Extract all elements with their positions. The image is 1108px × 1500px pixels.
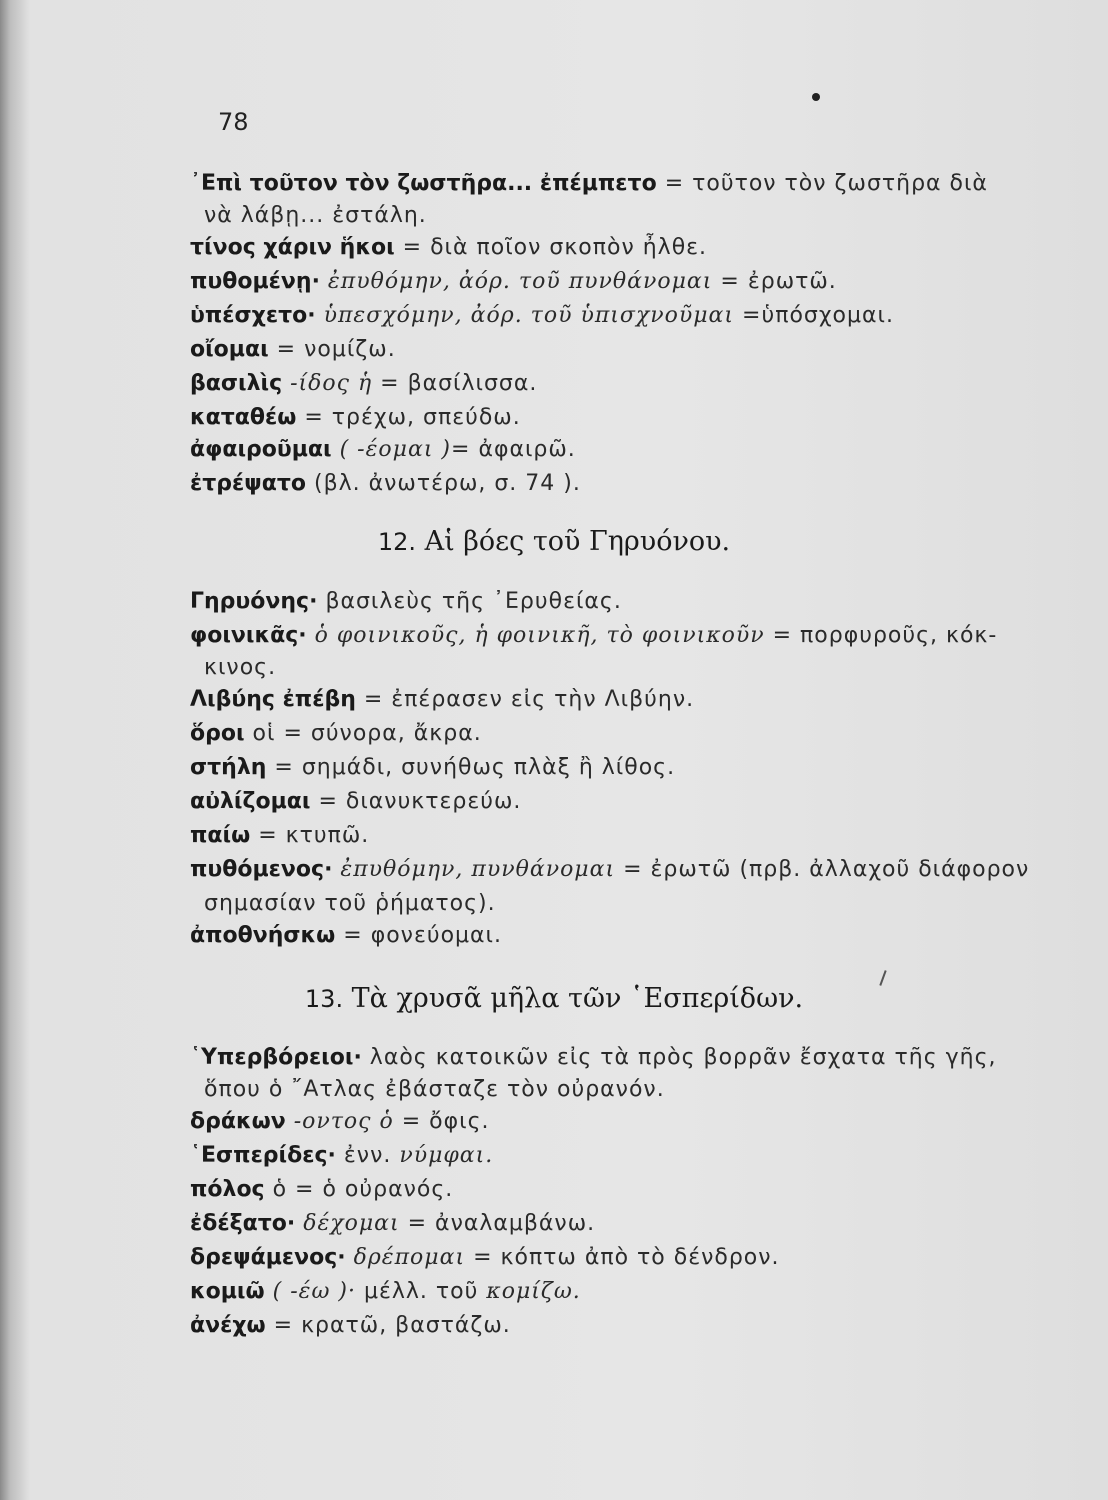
entry-term: δράκων <box>190 1109 286 1134</box>
entry-definition: = φονεύομαι. <box>335 923 502 948</box>
entry-italic: δρέπομαι <box>345 1245 466 1270</box>
entry-term: ῾Υπερβόρειοι· <box>190 1045 362 1070</box>
entry-definition: κινος. <box>204 655 277 680</box>
entry-definition: = ὄφις. <box>393 1109 490 1134</box>
entry-line <box>190 818 369 852</box>
entry-definition: ὅπου ὁ ῎Ατλας ἐβάσταζε τὸν οὐρανόν. <box>204 1077 665 1102</box>
entry-term: κομιῶ <box>190 1279 265 1304</box>
entry-italic: ὁ φοινικοῦς, ἡ φοινικῆ, τὸ φοινικοῦν <box>306 623 765 648</box>
entry-term: πυθόμενος· <box>190 857 333 882</box>
entry-term: ᾿Επὶ τοῦτον τὸν ζωστῆρα... ἐπέμπετο <box>190 171 657 196</box>
entry-definition: (βλ. ἀνωτέρω, σ. 74 ). <box>306 471 581 496</box>
entry-term: καταθέω <box>190 405 297 430</box>
entry-italic: δέχομαι <box>295 1211 400 1236</box>
entry-line <box>190 1172 453 1206</box>
entry-definition: σημασίαν τοῦ ῥήματος). <box>204 891 496 916</box>
entry-definition: = σημάδι, συνήθως πλὰξ ἢ λίθος. <box>266 755 676 780</box>
entry-line <box>190 1040 997 1074</box>
entry-definition: = διὰ ποῖον σκοπὸν ἦλθε. <box>394 235 708 260</box>
entry-line <box>190 466 581 500</box>
entry-line <box>190 784 521 818</box>
entry-line <box>190 618 997 652</box>
entry-definition: =ὑπόσχομαι. <box>734 303 894 328</box>
entry-italic: -ίδος ἡ <box>282 371 373 396</box>
entry-italic: νύμφαι. <box>391 1143 494 1168</box>
entry-line <box>190 230 707 264</box>
entry-line <box>190 332 396 366</box>
entry-term: ἀποθνήσκω <box>190 923 336 948</box>
entry-line <box>190 1104 490 1138</box>
entry-term: αὐλίζομαι <box>190 789 311 814</box>
section-number: 13. <box>304 985 344 1013</box>
entry-term: ἐδέξατο· <box>190 1211 296 1236</box>
entry-line <box>190 166 988 200</box>
entry-line <box>190 716 482 750</box>
entry-definition: ὁ = ὁ οὐρανός. <box>264 1177 454 1202</box>
ink-dot <box>812 93 820 101</box>
page-number: 78 <box>218 108 249 136</box>
entry-line <box>190 432 576 466</box>
entry-italic: ὑπεσχόμην, ἀόρ. τοῦ ὑπισχνοῦμαι <box>315 303 735 328</box>
entry-term: τίνος χάριν ἥκοι <box>190 235 395 260</box>
entry-line <box>190 682 694 716</box>
entry-definition: = διανυκτερεύω. <box>310 789 522 814</box>
entry-term: ὑπέσχετο· <box>190 303 316 328</box>
entry-line <box>190 918 502 952</box>
entry-term: ὅροι <box>190 721 245 746</box>
entry-italic: -οντος ὁ <box>285 1109 394 1134</box>
entry-definition: = τρέχω, σπεύδω. <box>296 405 521 430</box>
entry-definition: = πορφυροῦς, κόκ- <box>764 623 998 648</box>
entry-definition: = κρατῶ, βαστάζω. <box>265 1313 511 1338</box>
entry-term: ἀφαιροῦμαι <box>190 437 332 462</box>
entry-line <box>190 1138 493 1172</box>
entry-line <box>204 650 276 684</box>
entry-term: ἐτρέψατο <box>190 471 307 496</box>
entry-line <box>190 1274 581 1308</box>
entry-line <box>190 400 521 434</box>
entry-term: φοινικᾶς· <box>190 623 307 648</box>
entry-term: Λιβύης ἐπέβη <box>190 687 356 712</box>
entry-definition: ἐνν. <box>335 1143 392 1168</box>
entry-term: παίω <box>190 823 251 848</box>
entry-italic: ἐπυθόμην, ἀόρ. τοῦ πυνθάνομαι <box>319 269 713 294</box>
entry-term: οἴομαι <box>190 337 269 362</box>
entry-line <box>190 264 837 298</box>
entry-definition: = τοῦτον τὸν ζωστῆρα διὰ <box>656 171 988 196</box>
entry-definition: = κτυπῶ. <box>250 823 370 848</box>
entry-line <box>190 1240 780 1274</box>
entry-line <box>190 1206 595 1240</box>
entry-term: βασιλὶς <box>190 371 283 396</box>
entry-line <box>190 750 675 784</box>
entry-definition: = βασίλισσα. <box>372 371 538 396</box>
entry-term: Γηρυόνης· <box>190 589 318 614</box>
entry-definition: = κόπτω ἀπὸ τὸ δένδρον. <box>465 1245 780 1270</box>
entry-italic: ἐπυθόμην, πυνθάνομαι <box>332 857 616 882</box>
entry-term: ῾Εσπερίδες· <box>190 1143 336 1168</box>
entry-italic: ( -έω )· <box>264 1279 356 1304</box>
section-heading-13 <box>0 982 1108 1016</box>
entry-definition: λαὸς κατοικῶν εἰς τὰ πρὸς βορρᾶν ἔσχατα τῆς γῆς, <box>361 1045 997 1070</box>
entry-definition: = ἐπέρασεν εἰς τὴν Λιβύην. <box>355 687 695 712</box>
entry-definition: οἱ = σύνορα, ἄκρα. <box>244 721 482 746</box>
entry-definition: = νομίζω. <box>268 337 396 362</box>
entry-line <box>204 886 496 920</box>
entry-line <box>190 584 622 618</box>
entry-term: ἀνέχω <box>190 1313 266 1338</box>
entry-line <box>204 198 427 232</box>
entry-definition: = ἐρωτῶ (πρβ. ἀλλαχοῦ διάφορον <box>615 857 1030 882</box>
entry-line <box>190 1308 511 1342</box>
entry-term: πυθομένῃ· <box>190 269 320 294</box>
entry-definition: νὰ λάβῃ... ἐστάλη. <box>204 203 427 228</box>
section-title: Τὰ χρυσᾶ μῆλα τῶν ῾Εσπερίδων. <box>343 983 804 1014</box>
section-title: Αἱ βόες τοῦ Γηρυόνου. <box>416 526 731 557</box>
entry-line <box>190 366 537 400</box>
entry-definition: βασιλεὺς τῆς ᾿Ερυθείας. <box>317 589 622 614</box>
entry-definition: = ἀναλαμβάνω. <box>399 1211 596 1236</box>
entry-italic: ( -έομαι ) <box>331 437 452 462</box>
entry-definition: μέλλ. τοῦ <box>355 1279 479 1304</box>
entry-italic: κομίζω. <box>478 1279 581 1304</box>
entry-definition: = ἀφαιρῶ. <box>451 437 576 462</box>
section-heading-12 <box>0 525 1108 559</box>
entry-term: πόλος <box>190 1177 265 1202</box>
entry-line <box>190 852 1029 886</box>
entry-definition: = ἐρωτῶ. <box>712 269 837 294</box>
entry-line <box>204 1072 665 1106</box>
entry-term: δρεψάμενος· <box>190 1245 346 1270</box>
entry-line <box>190 298 894 332</box>
entry-term: στήλη <box>190 755 267 780</box>
section-number: 12. <box>377 528 417 556</box>
